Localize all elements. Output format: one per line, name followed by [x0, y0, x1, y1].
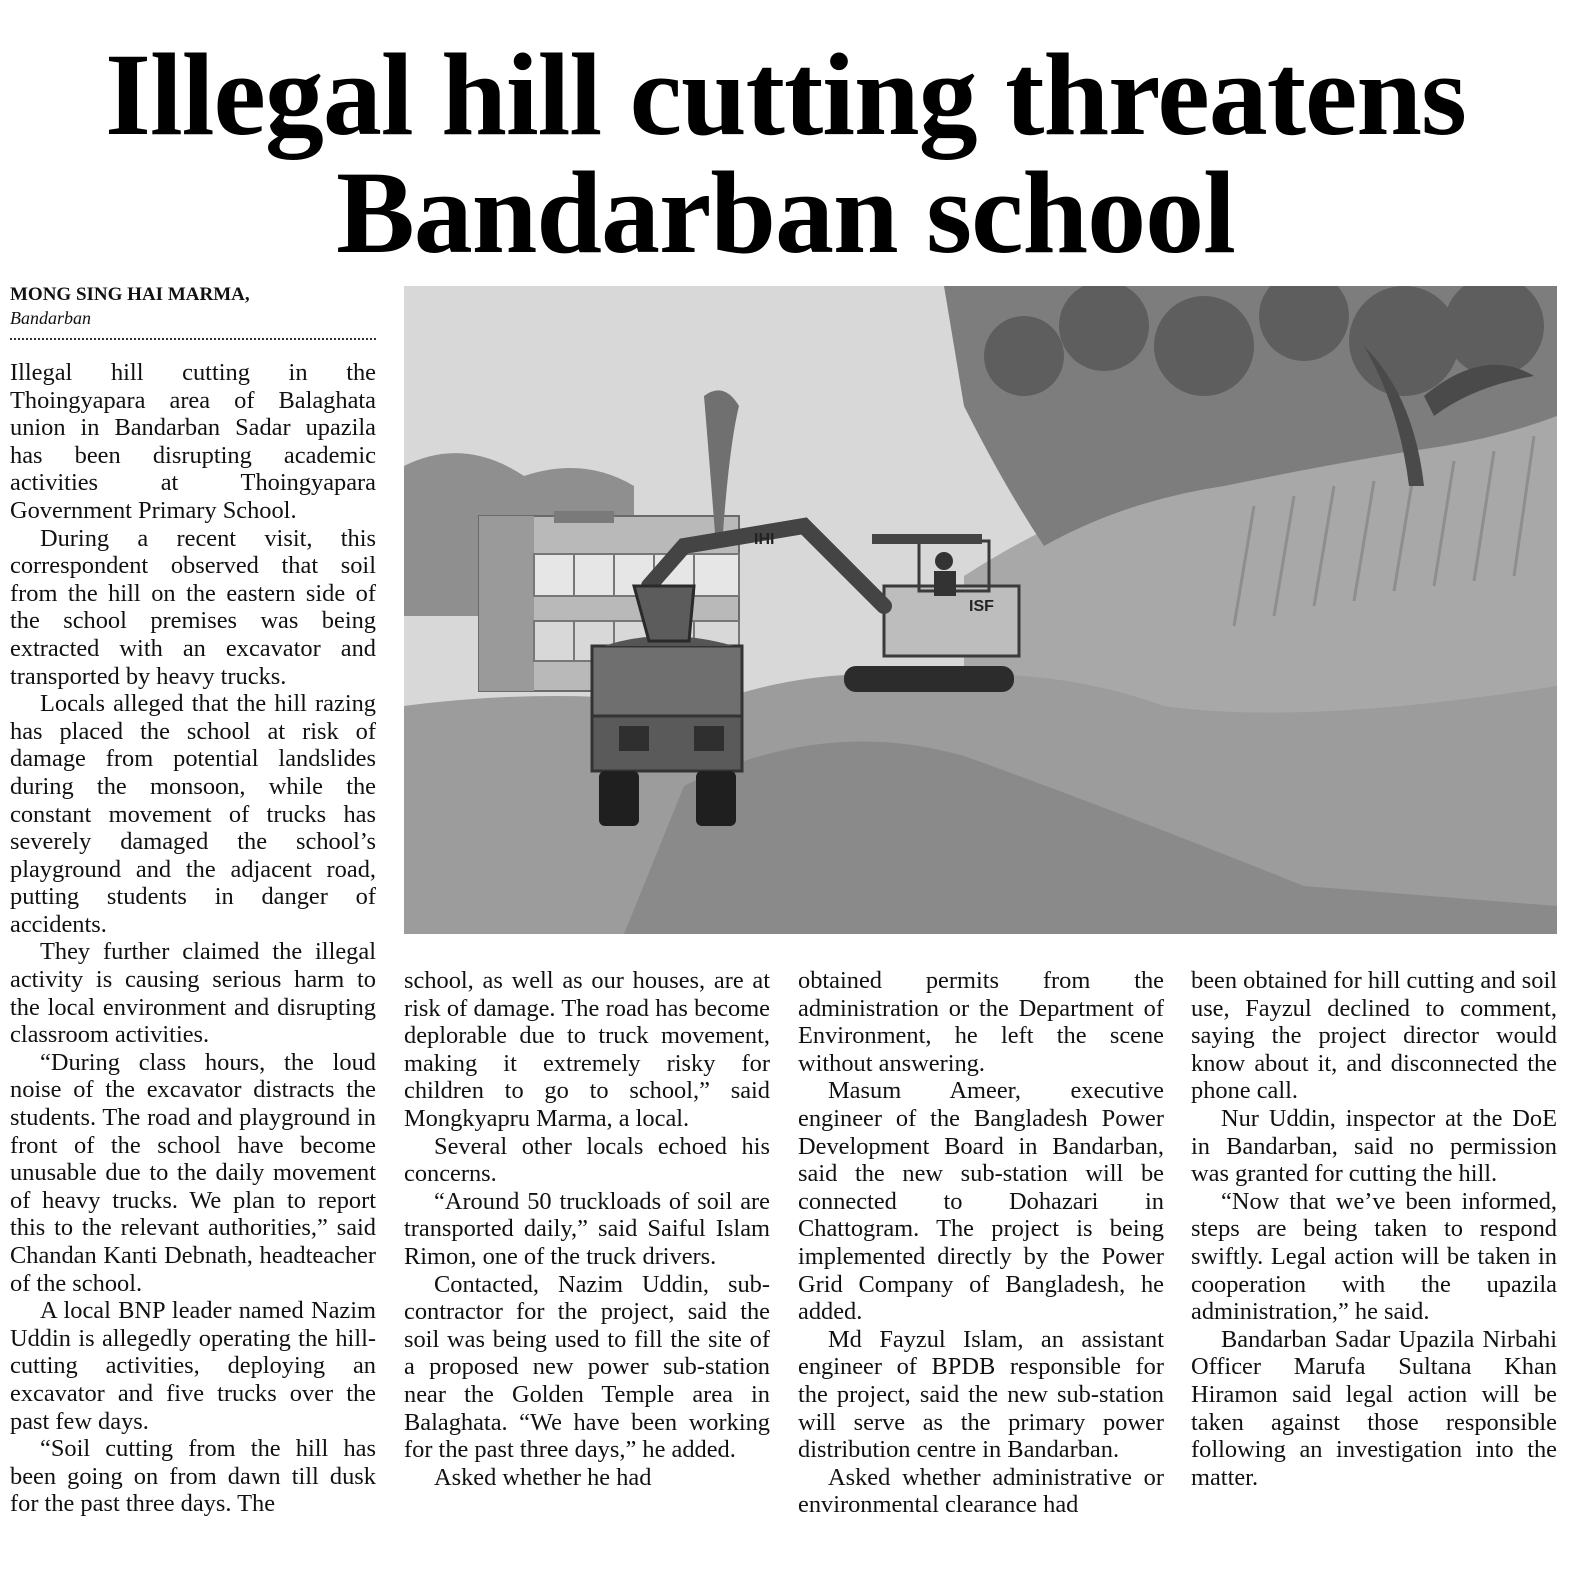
excavation-scene-image — [404, 286, 1557, 934]
news-photo — [404, 286, 1557, 934]
paragraph: “Around 50 truckloads of soil are transported daily,” said Saiful Islam Rimon, one of the truck drivers. — [404, 1187, 770, 1270]
paragraph: “During class hours, the loud noise of the excavator distracts the students. The road and playground in front of the school have become unusable due to the daily movement of heavy trucks. We plan to report this to the relevant authorities,” said Chandan Kanti Debnath, headteacher of the school. — [10, 1048, 376, 1297]
paragraph: Asked whether he had — [434, 1463, 652, 1491]
byline-divider — [10, 338, 376, 340]
paragraph: Several other locals echoed his concerns. — [404, 1132, 770, 1188]
paragraph: Bandarban Sadar Upazila Nirbahi Officer Marufa Sultana Khan Hiramon said legal action will be taken against those responsible following an investigation into the matter. — [1191, 1325, 1557, 1491]
paragraph: They further claimed the illegal activity is causing serious harm to the local environment and disrupting classroom activities. — [10, 938, 376, 1049]
byline — [10, 284, 376, 340]
paragraph: A local BNP leader named Nazim Uddin is allegedly operating the hill-cutting activities, deploying an excavator and five trucks over the past few days. — [10, 1297, 376, 1435]
paragraph: Illegal hill cutting in the Thoingyapara area of Balaghata union in Bandarban Sadar upazila has been disrupting academic activities at Thoingyapara Government Primary School. — [10, 359, 376, 524]
paragraph: Nur Uddin, inspector at the DoE in Bandarban, said no permission was granted for cutting the hill. — [1191, 1104, 1557, 1188]
headline — [0, 29, 1571, 278]
excavator-brand-label: IHI — [754, 531, 775, 548]
paragraph: obtained permits from the administration or the Department of Environment, he left the scene without answering. — [798, 967, 1164, 1077]
paragraph: Md Fayzul Islam, an assistant engineer of BPDB responsible for the project, said the new sub-station will serve as the primary power distribution centre in Bandarban. — [798, 1325, 1164, 1464]
article-column-3 — [798, 967, 1164, 1519]
paragraph: Contacted, Nazim Uddin, sub-contractor for the project, said the soil was being used to fill the site of a proposed new power sub-station near the Golden Temple area in Balaghata. “We have been working for the past three days,” he added. — [404, 1270, 770, 1464]
paragraph: “Soil cutting from the hill has been going on from dawn till dusk for the past three days. The — [10, 1435, 376, 1518]
paragraph: “Now that we’ve been informed, steps are being taken to respond swiftly. Legal action will be taken in cooperation with the upazila administration,” he said. — [1191, 1187, 1557, 1326]
paragraph: Locals alleged that the hill razing has placed the school at risk of damage from potential landslides during the monsoon, while the constant movement of trucks has severely damaged the school’s playground and the adjacent road, putting students in danger of accidents. — [10, 690, 376, 938]
paragraph: school, as well as our houses, are at risk of damage. The road has become deplorable due to truck movement, making it extremely risky for children to go to school,” said Mongkyapru Marma, a local. — [404, 967, 770, 1132]
excavator-cab-label: ISF — [969, 598, 994, 615]
paragraph: been obtained for hill cutting and soil use, Fayzul declined to comment, saying the project director would know about it, and disconnected the phone call. — [1191, 967, 1557, 1105]
article-column-2 — [404, 967, 770, 1491]
paragraph: Masum Ameer, executive engineer of the Bangladesh Power Development Board in Bandarban, said the new sub-station will be connected to Dohazari in Chattogram. The project is being implemented directly by the Power Grid Company of Bangladesh, he added. — [798, 1077, 1164, 1326]
article-column-4 — [1191, 967, 1557, 1491]
article-column-1 — [10, 359, 376, 1518]
paragraph: Asked whether administrative or environmental clearance had — [798, 1463, 1164, 1519]
headline-line-2: Bandarban school — [336, 147, 1235, 278]
paragraph: During a recent visit, this correspondent observed that soil from the hill on the eastern side of the school premises was being extracted with an excavator and transported by heavy trucks. — [10, 524, 376, 690]
byline-place: Bandarban — [10, 308, 91, 328]
byline-author: MONG SING HAI MARMA, — [10, 284, 250, 305]
headline-line-1: Illegal hill cutting threatens — [105, 29, 1466, 160]
